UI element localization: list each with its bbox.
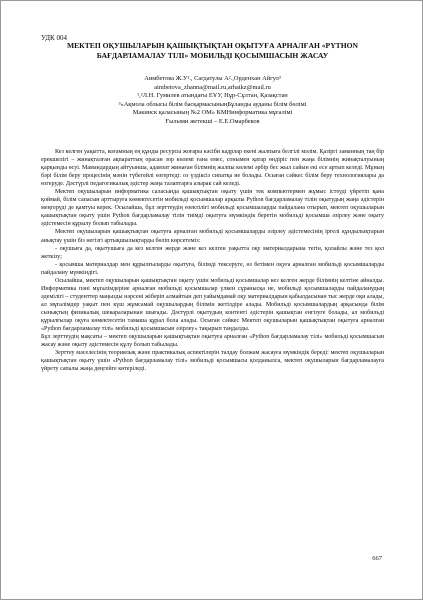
paragraph: Мектеп оқушыларын қашықтықтан оқытуға арналған мобильді қосымшаларды әзірлеу әдістемесінің іргелі құндылықтарын анықтау үшін біз негізгі артықшылықтарды бөліп көрсетеміз:: [41, 229, 384, 244]
list-item: - оқушыға да, оқытушыға да кез келген жерде және кез келген уақытта оқу материалдарына тегін, қолайлы және тез қол жеткізу;: [41, 245, 384, 260]
affiliation-1: ¹,²Л.Н. Гумилев атындағы ЕҰУ, Нұр-Сұлтан, Қазақстан: [137, 92, 288, 100]
author-block: [41, 75, 384, 127]
page-number: 667: [372, 555, 382, 562]
list-item: - қосымша материалдар мен құрылғыларды оқытуға, білімді тексеруге, өз бетімен оқуға арналған мобильді қосымшаларды пайдалану мүмкіндігі.: [41, 261, 384, 276]
paragraph: Бұл зерттеудің мақсаты – мектеп оқушыларын қашықтықтан оқытуға арналған «Python бағдарламалау тілі» мобильді қосымшасын жасау және оқыту әдістемесін құлу болып табылады.: [41, 334, 384, 349]
paragraph: Мектеп оқушыларын информатика саласында қашықтықтан оқыту үшін тек компьютермен жұмыс істеуді үйретіп қана қоймай, білім сапасын арттыруға көмектесетін мобильді қосымшалар арқылы Python бағдарламалау тілін оқытудың жаңа әдістерін меңгеруді де қамтуы керек. Осылайша, бұл зерттеудің өзектілігі мобильді қосымшаларды пайдалана отырып, мектеп оқушыларын қашықтықтан оқыту үшін Python бағдарламалау тілін тиімді оқытуға мүмкіндік беретін мобильді қосымша әзірлеу және оқыту әдістемесін құрылу болып табылады.: [41, 189, 384, 228]
paragraph: Зерттеу мәселесінің теориялық және практикалық аспектілерін талдау болжам жасауға мүмкіндік береді: мектеп оқушыларын қашықтықтан оқыту үшін «Python бағдарламалау тілі» мобильді қосымшасы қолданылса, мектеп оқушыларын бағдарламалауға үйрету сапалы жаңа деңгейге көтеріледі.: [41, 350, 384, 373]
author-emails: aimbetova_zhanna@mail.ru,arhatkz@mail.ru: [154, 83, 271, 91]
udc-code: УДК 004: [41, 34, 67, 42]
authors: Аимбетова Ж.У¹., Сагдатулы А².,Орденхан Айгул³: [144, 75, 281, 82]
article-title: МЕКТЕП ОҚУШЫЛАРЫН ҚАШЫҚТЫҚТАН ОҚЫТУҒА АРНАЛҒАН «PYTHON БАҒДАРЛАМАЛАУ ТІЛІ» МОБИЛЬДІ ҚОСЫМШАСЫН ЖАСАУ: [66, 41, 359, 60]
affiliation-2: ³«Ақмола облысы білім басқармасыныңБұланды ауданы білім бөлімі: [118, 100, 307, 108]
paragraph: Осылайша, мектеп оқушыларын қашықтықтан оқыту үшін мобильді қосымшалар кез келген жерде білімнің келтіне айналды. Информатика пәні мұғалімдеріне арналған мобильді қосымшалар үлкен сұранысқа ие, мобильді қосымшаларды пайдаланудың әдемілігі – студенттер маңызды нәрсені жіберіп алмайтын деп уайымдамай оқу материалдарын қабылдасынан тыс жерде оқи алады, ал мұғалімдер уақыт пен күш жұмсамай оқушылардың білімін жетілдіре алады. Мобильді қосымшалардың арқасында білім сынықтың физикалық шекараларынан шығады. Дәстүрлі оқытудың контенті әдістерін қашықтан енгізуге болады, ал мобильді құрылғылар оқуға көмектесетін тамаша құрал бола алады. Осыған сәйкес Мектеп оқушыларын қашықтықтан оқытуға арналған «Python бағдарламалау тілі» мобильді қосымшасын әзірлеу» тақырып таңдалды.: [41, 277, 384, 333]
scientific-supervisor: Ғылыми жетекші – Е.Е.Омарбеков: [165, 117, 260, 125]
affiliation-3: Макинск қаласының №2 ОМ» КМНинформатика мұғалімі: [132, 109, 293, 117]
paragraph: Кез келген уақытта, коғамның ең құнды ресурсы жоғары кәсіби кадрлар екені жалпыға белгілі мәлім. Қазіргі заманның таң бір ерекшелігі – жинақталған ақпараттың орасан зор көлемі ғана емес, сонымен қатар өндіріс пен жаңа білімнің жинақталуының қарқынды өсуі. Мамандардың айтуынша, адамзат жинаған білімнің жалпы көлемі әрбір бес жыл сайын екі есе артып келеді. Мұның бәрі білім беру процесінің мәнін түбегейлі өзгертеді: оз үздіксіз сипатқа ие болады. Осыған сәйкес білім беру технологиялары да өзгеруде. Дәстүрлі педагогикалық әдістер жаңа талаптарға азырак сай келеді.: [41, 149, 384, 188]
article-body: [41, 148, 384, 373]
